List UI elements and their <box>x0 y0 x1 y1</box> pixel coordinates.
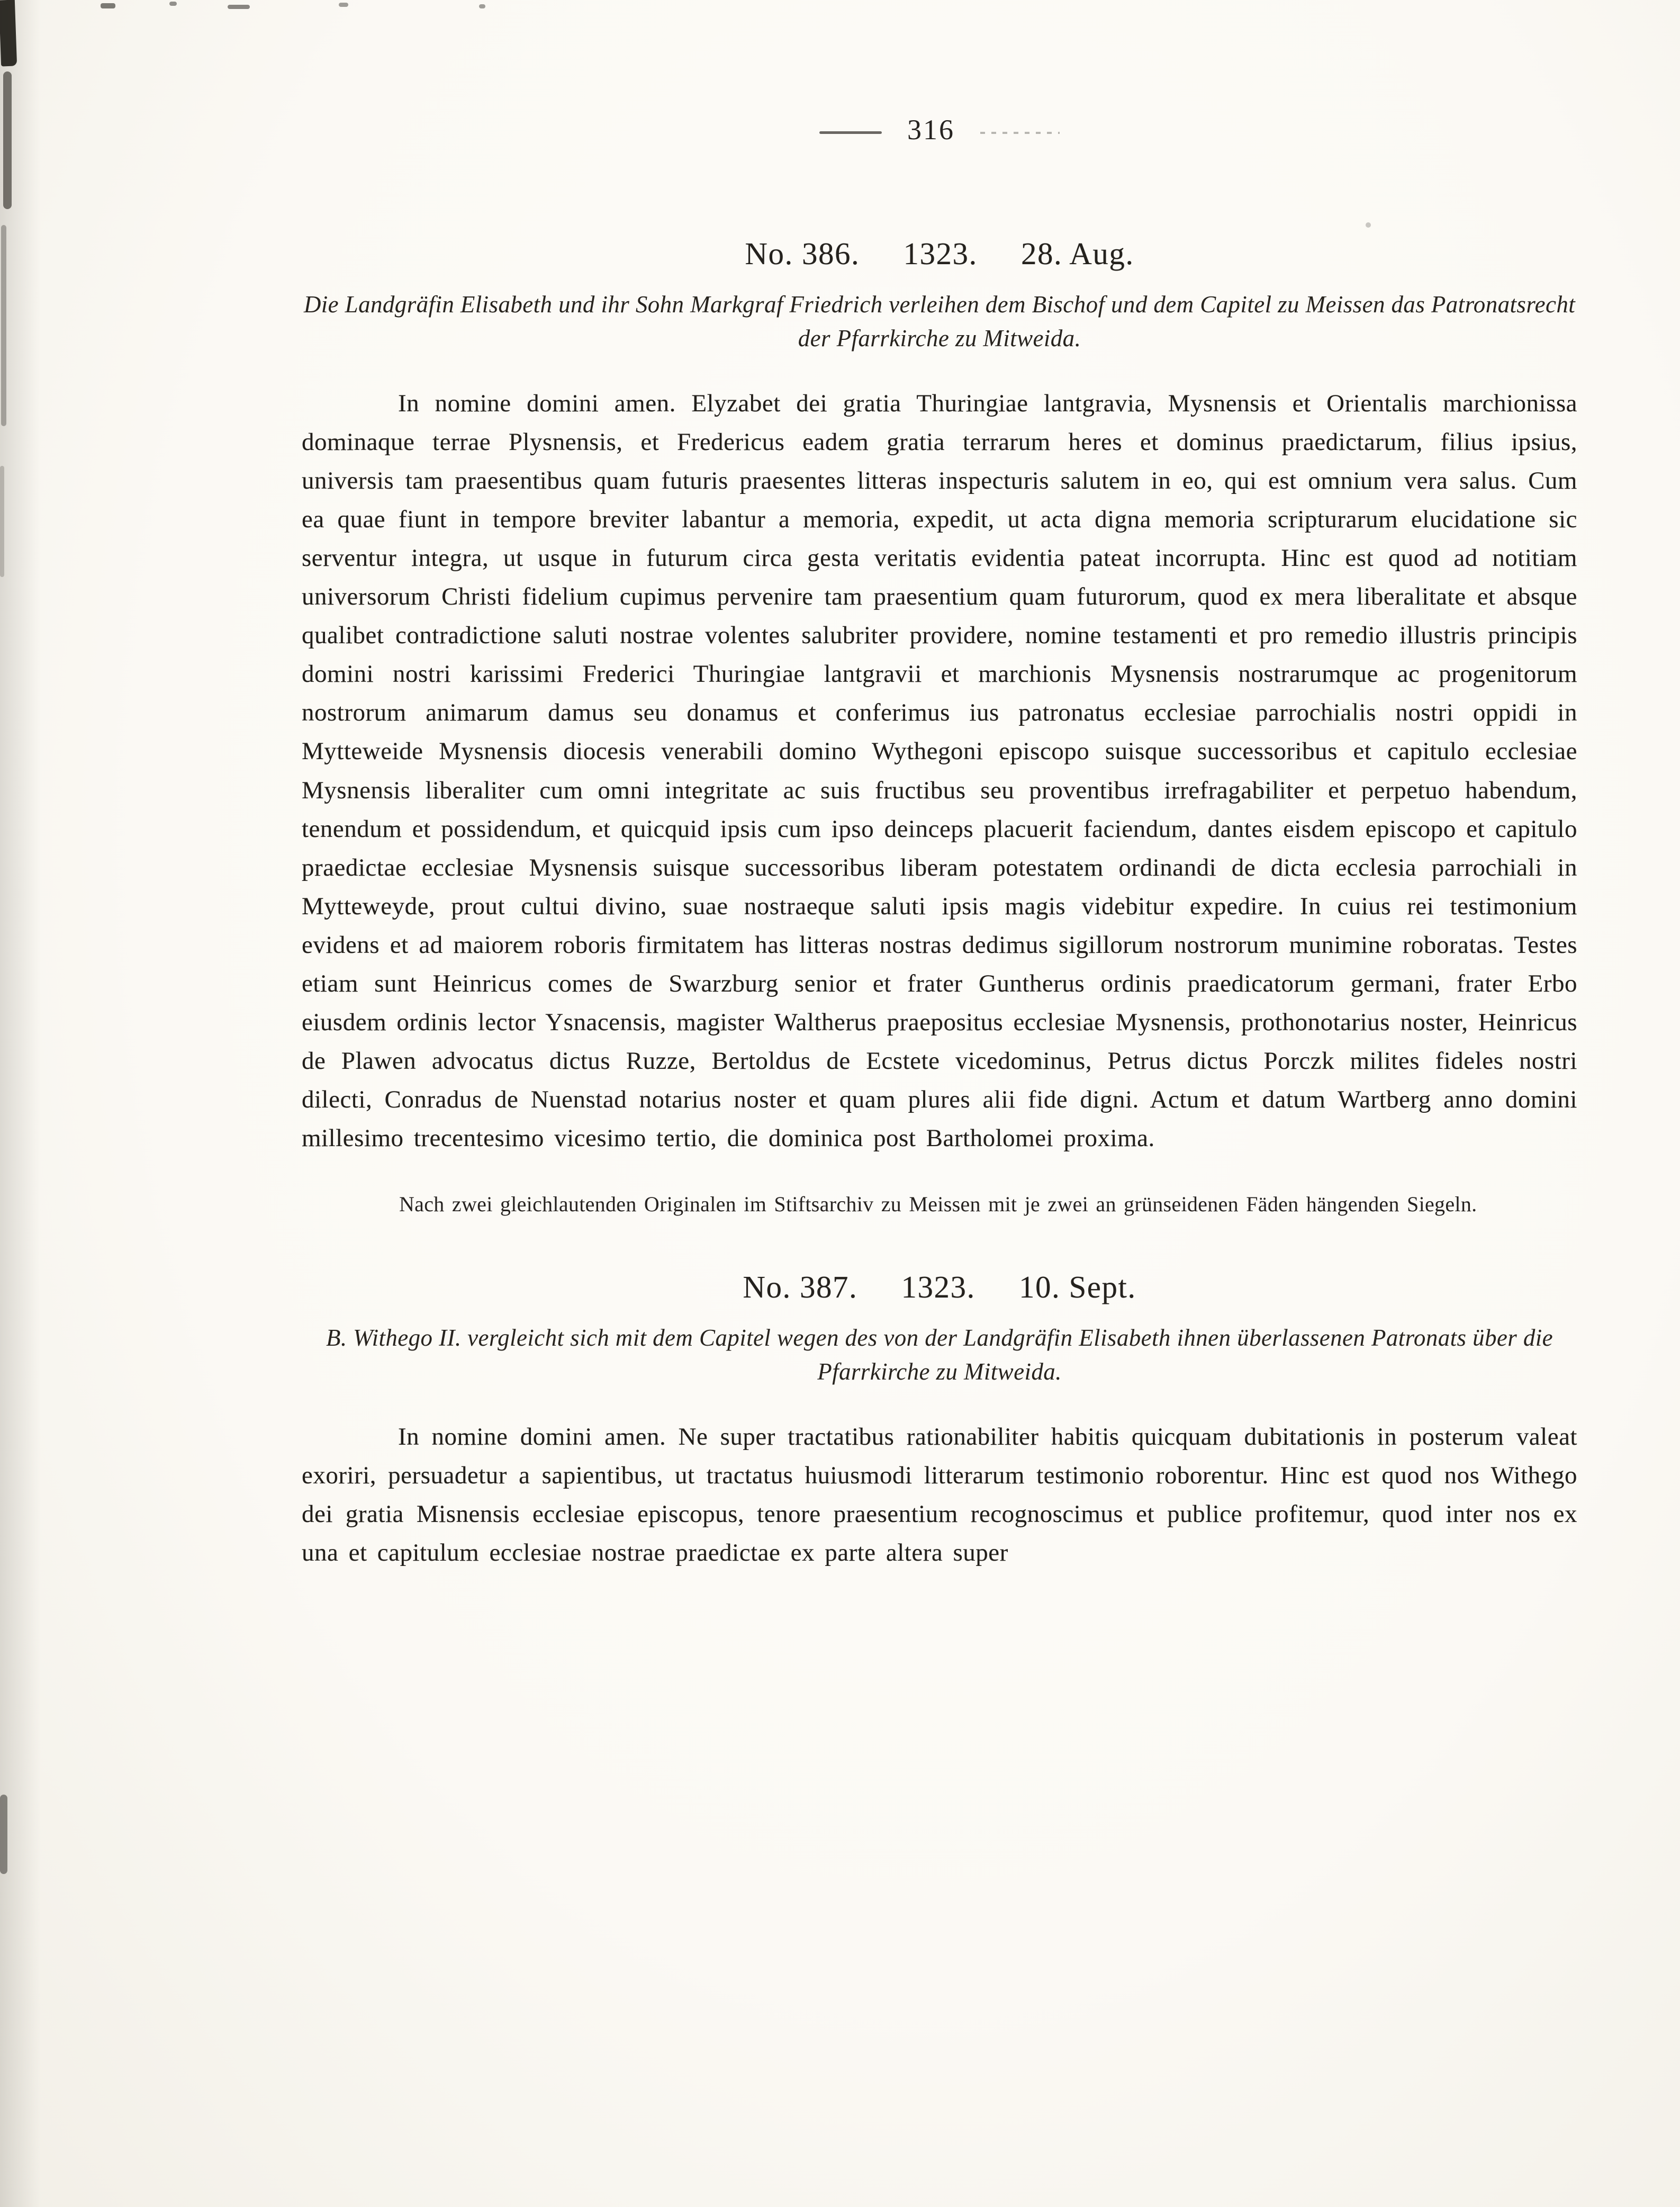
entry-regest: B. Withego II. vergleicht sich mit dem Capitel wegen des von der Landgräfin Elisabeth ihnen überlassenen Patronats über die Pfarrkirche zu Mitweida. <box>326 1325 1553 1385</box>
entry-date: 10. Sept. <box>1018 1269 1136 1305</box>
entry-charter-text: In nomine domini amen. Ne super tractatibus rationabiliter habitis quicquam dubitationis in posterum valeat exoriri, persuadetur a sapientibus, ut tractatus huiusmodi litterarum testimonio roborentur. Hinc est quod nos Withego dei gratia Misnensis ecclesiae episcopus, tenore praesentium recognoscimus et publice profitemur, quod inter nos ex una et capitulum ecclesiae nostrae praedictae ex parte altera super <box>302 1423 1577 1567</box>
entry-source-note: Nach zwei gleichlautenden Originalen im Stiftsarchiv zu Meissen mit je zwei an grünseidenen Fäden hängenden Siegeln. <box>399 1192 1477 1217</box>
page-header <box>302 111 1577 148</box>
header-rule-left <box>819 131 882 134</box>
entry-regest: Die Landgräfin Elisabeth und ihr Sohn Markgraf Friedrich verleihen dem Bischof und dem Capitel zu Meissen das Patronatsrecht der Pfarrkirche zu Mitweida. <box>303 291 1576 352</box>
charter-entry-386 <box>302 236 1577 1220</box>
scan-artifact-streak <box>0 1795 7 1874</box>
entry-number: No. 387. <box>743 1269 858 1305</box>
page-number: 316 <box>907 114 955 146</box>
entry-year: 1323. <box>901 1269 976 1305</box>
header-rule-right <box>980 132 1060 134</box>
entry-number: No. 386. <box>745 236 860 271</box>
entry-charter-text: In nomine domini amen. Elyzabet dei gratia Thuringiae lantgravia, Mysnensis et Orientalis marchionissa dominaque terrae Plysnensis, et Fredericus eadem gratia terrarum heres et dominus praedictarum, filius ipsius, universis tam praesentibus quam futuris praesentes litteras inspecturis salutem in eo, qui est omnium vera salus. Cum ea quae fiunt in tempore breviter labantur a memoria, expedit, ut acta digna memoria scripturarum elucidatione sic serventur integra, ut usque in futurum circa gesta veritatis evidentia pateat incorrupta. Hinc est quod ad notitiam universorum Christi fidelium cupimus pervenire tam praesentium quam futurorum, quod ex mera liberalitate et absque qualibet contradictione saluti nostrae volentes salubriter providere, nomine testamenti et pro remedio illustris principis domini nostri karissimi Frederici Thuringiae lantgravii et marchionis Mysnensis nostrarumque ac progenitorum nostrorum animarum damus seu donamus et conferimus ius patronatus ecclesiae parrochialis nostri oppidi in Mytteweide Mysnensis diocesis venerabili domino Wythegoni episcopo suisque successoribus et capitulo ecclesiae Mysnensis liberaliter cum omni integritate ac suis fructibus seu proventibus irrefragabiliter et perpetuo habendum, tenendum et possidendum, et quicquid ipsis cum ipso deinceps placuerit faciendum, dantes eisdem episcopo et capitulo praedictae ecclesiae Mysnensis suisque successoribus liberam potestatem ordinandi de dicta ecclesia parrochiali in Mytteweyde, prout cultui divino, suae nostraeque saluti ipsis magis videbitur expedire. In cuius rei testimonium evidens et ad maiorem roboris firmitatem has litteras nostras dedimus sigillorum nostrorum munimine roboratas. Testes etiam sunt Heinricus comes de Swarzburg senior et frater Guntherus ordinis praedicatorum germani, frater Erbo eiusdem ordinis lector Ysnacensis, magister Waltherus praepositus ecclesiae Mysnensis, prothonotarius noster, Heinricus de Plawen advocatus dictus Ruzze, Bertoldus de Ecstete vicedominus, Petrus dictus Porczk milites fideles nostri dilecti, Conradus de Nuenstad notarius noster et quam plures alii fide digni. Actum et datum Wartberg anno domini millesimo trecentesimo vicesimo tertio, die dominica post Bartholomei proxima. <box>302 389 1577 1152</box>
entry-date: 28. Aug. <box>1021 236 1134 271</box>
charter-entry-387 <box>302 1269 1577 1572</box>
entry-year: 1323. <box>903 236 978 271</box>
entry-heading <box>302 1269 1577 1305</box>
entry-heading <box>302 236 1577 272</box>
